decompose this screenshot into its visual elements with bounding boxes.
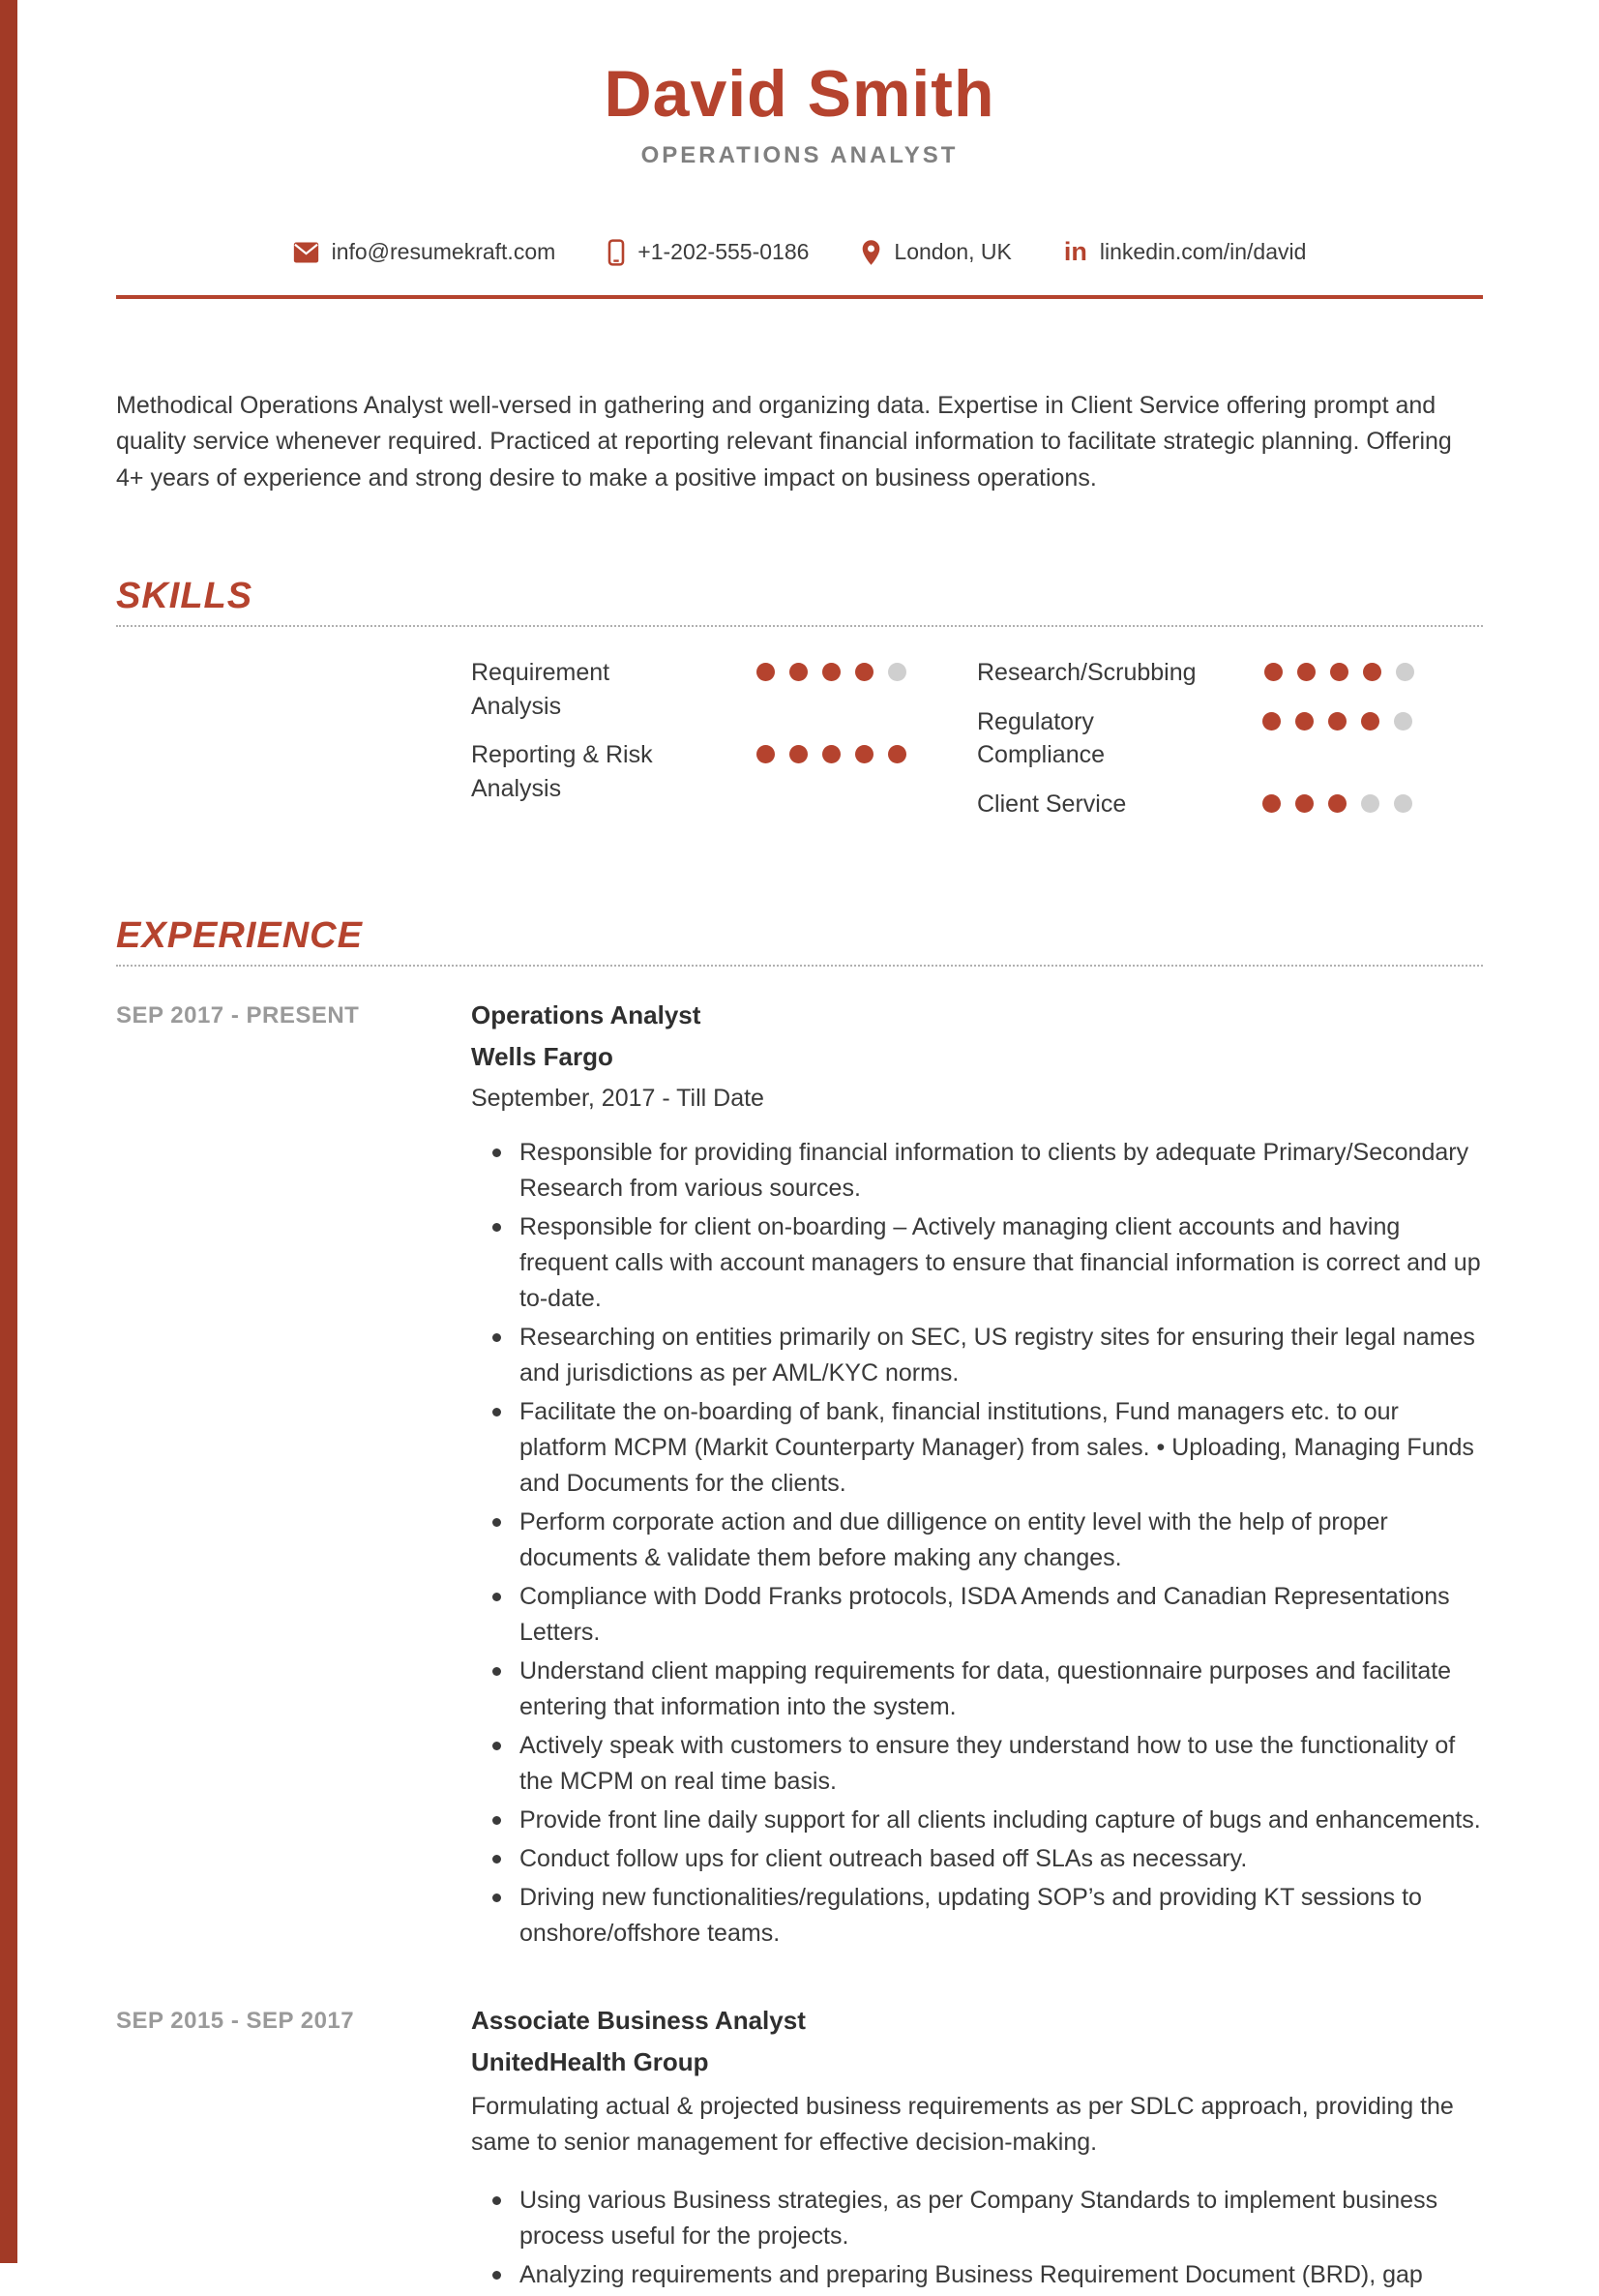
entry-bullet: Provide front line daily support for all clients including capture of bugs and enhancements. [471,1803,1483,1838]
rating-dot-empty [1394,794,1412,813]
rating-dot-filled [1262,794,1281,813]
entry-bullet: Driving new functionalities/regulations, updating SOP’s and providing KT sessions to onshore/offshore teams. [471,1880,1483,1952]
entry-role: Associate Business Analyst [471,2006,806,2036]
entry-bullet: Analyzing requirements and preparing Business Requirement Document (BRD), gap [471,2257,1483,2293]
contact-location-text: London, UK [894,239,1012,265]
linkedin-icon: in [1063,237,1087,267]
rating-dot-filled [1328,794,1347,813]
skills-section-head [116,576,1483,627]
rating-dot-filled [1361,712,1379,731]
skills-column [977,656,1483,836]
rating-dot-filled [855,745,874,763]
rating-dot-empty [888,663,906,681]
entry-bullet: Responsible for providing financial information to clients by adequate Primary/Secondary Research from various sources. [471,1135,1483,1207]
entry-bullet: Understand client mapping requirements for data, questionnaire purposes and facilitate entering that information into the system. [471,1654,1483,1725]
contact-phone[interactable] [607,239,809,266]
entry-bullet: Compliance with Dodd Franks protocols, ISDA Amends and Canadian Representations Letters. [471,1579,1483,1651]
envelope-icon [293,242,319,263]
rating-dot-filled [1328,712,1347,731]
entry-bullet: Facilitate the on-boarding of bank, financial institutions, Fund managers etc. to our platform MCPM (Markit Counterparty Manager) from sales. • Uploading, Managing Funds and Documents for the clients. [471,1394,1483,1502]
skill-rating [756,738,906,805]
contact-row [116,239,1483,266]
skill-label: Regulatory Compliance [977,707,1106,769]
entry-bullet: Conduct follow ups for client outreach based off SLAs as necessary. [471,1841,1483,1877]
entry-bullet-list [471,1135,1483,1952]
rating-dot-filled [789,663,808,681]
entry-bullet: Using various Business strategies, as per Company Standards to implement business process useful for the projects. [471,2183,1483,2254]
contact-phone-text: +1-202-555-0186 [637,239,810,265]
skill-label: Client Service [977,790,1127,818]
person-title: OPERATIONS ANALYST [640,141,959,168]
skill-label: Requirement Analysis [471,659,610,720]
entry-company: UnitedHealth Group [471,2047,709,2077]
entry-company: Wells Fargo [471,1042,613,1072]
rating-dot-filled [888,745,906,763]
skill-label: Research/Scrubbing [977,659,1197,687]
rating-dot-empty [1394,712,1412,731]
rating-dot-filled [822,663,841,681]
skill-item [977,788,1483,821]
experience-entry [116,999,1483,1954]
rating-dot-empty [1396,663,1414,681]
contact-email-text: info@resumekraft.com [331,239,556,265]
entry-bullet-list [471,2183,1483,2293]
header [116,0,1483,299]
contact-linkedin[interactable] [1064,239,1307,265]
skill-item [977,705,1483,772]
entry-dates: SEP 2015 - SEP 2017 [116,2008,355,2035]
rating-dot-filled [1264,663,1283,681]
rating-dot-filled [1330,663,1348,681]
rating-dot-filled [1295,712,1314,731]
entry-role: Operations Analyst [471,1000,701,1030]
skills-heading: SKILLS [116,576,253,617]
entry-bullet: Researching on entities primarily on SEC, US registry sites for ensuring their legal names and jurisdictions as per AML/KYC norms. [471,1320,1483,1391]
rating-dot-empty [1361,794,1379,813]
summary-paragraph: Methodical Operations Analyst well-versed in gathering and organizing data. Expertise in Client Service offering prompt and quality service whenever required. Practiced at reporting relevant financial information to facilitate strategic planning. Offering 4+ years of experience and strong desire to make a positive impact on business operations. [116,391,1452,492]
skill-item [977,656,1483,690]
skill-label: Reporting & Risk Analysis [471,741,653,802]
experience-section [116,915,1483,2296]
entry-dates: SEP 2017 - PRESENT [116,1002,360,1029]
mobile-phone-icon [607,239,625,266]
person-name: David Smith [604,57,995,131]
left-accent-stripe [0,0,17,2263]
skill-rating [1262,705,1412,772]
contact-email[interactable] [293,239,556,265]
entry-body [471,999,1483,1954]
rating-dot-filled [1295,794,1314,813]
skills-grid [471,656,1483,836]
skill-item [471,738,977,805]
rating-dot-filled [1262,712,1281,731]
contact-location[interactable] [861,239,1011,266]
skills-column [471,656,977,836]
experience-entries [116,999,1483,2296]
experience-entry [116,2005,1483,2296]
entry-bullet: Responsible for client on-boarding – Actively managing client accounts and having frequent calls with account managers to ensure that financial information is correct and up to-date. [471,1209,1483,1317]
experience-section-head [116,915,1483,967]
skill-rating [1262,788,1412,821]
skill-rating [1264,656,1414,690]
experience-heading: EXPERIENCE [116,915,363,957]
entry-period: September, 2017 - Till Date [471,1084,764,1112]
entry-bullet: Actively speak with customers to ensure they understand how to use the functionality of the MCPM on real time basis. [471,1728,1483,1800]
rating-dot-filled [1297,663,1316,681]
rating-dot-filled [789,745,808,763]
entry-intro: Formulating actual & projected business requirements as per SDLC approach, providing the same to senior management for effective decision-making. [471,2092,1454,2157]
contact-linkedin-text: linkedin.com/in/david [1099,239,1307,265]
rating-dot-filled [855,663,874,681]
map-pin-icon [861,239,881,266]
rating-dot-filled [756,663,775,681]
header-divider [116,295,1483,299]
skill-rating [756,656,906,723]
skills-section [116,576,1483,836]
rating-dot-filled [1363,663,1381,681]
rating-dot-filled [756,745,775,763]
skill-item [471,656,977,723]
rating-dot-filled [822,745,841,763]
entry-bullet: Perform corporate action and due dilligence on entity level with the help of proper documents & validate them before making any changes. [471,1505,1483,1576]
entry-body [471,2005,1483,2296]
